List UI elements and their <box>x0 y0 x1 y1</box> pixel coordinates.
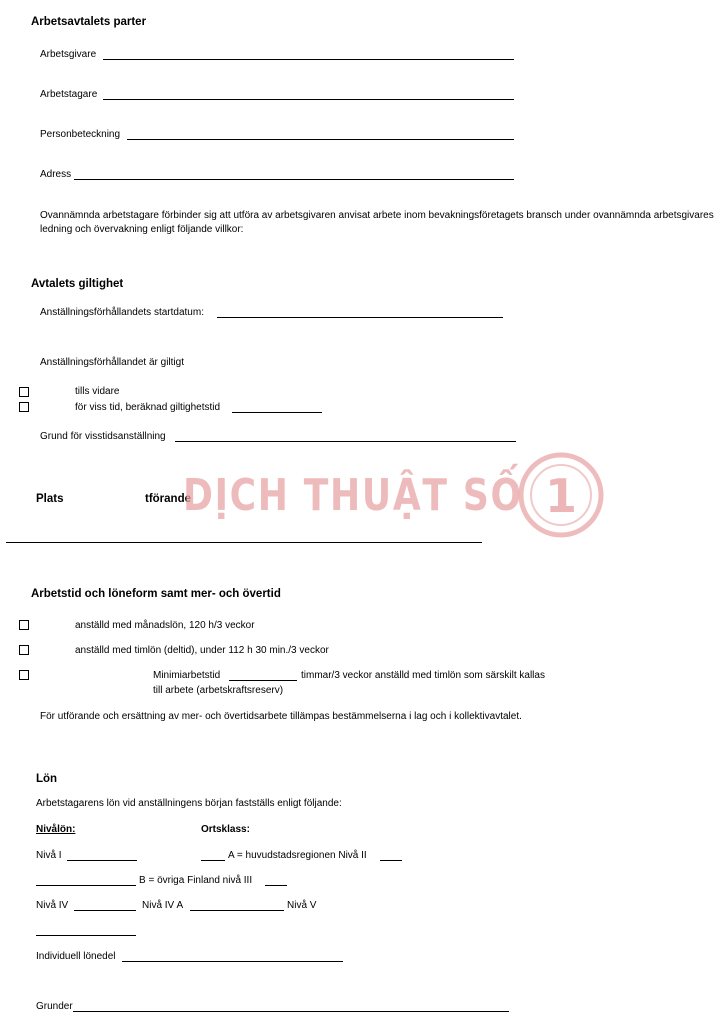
level-4-label: Nivå IV <box>36 900 69 911</box>
option-monthly: anställd med månadslön, 120 h/3 veckor <box>75 620 255 631</box>
field-label-address: Adress <box>40 169 72 180</box>
checkbox-hourly[interactable] <box>19 645 29 655</box>
option-until-further: tills vidare <box>75 386 120 397</box>
level-4a-line[interactable] <box>190 910 284 911</box>
field-label-employee: Arbetstagare <box>40 89 98 100</box>
checkbox-monthly[interactable] <box>19 620 29 630</box>
level-3-line[interactable] <box>265 885 287 886</box>
individual-part-label: Individuell lönedel <box>36 951 116 962</box>
field-line-employee[interactable] <box>103 99 514 100</box>
section-title-salary: Lön <box>36 773 58 785</box>
watermark-logo-digit: 1 <box>544 469 578 523</box>
grounds-label: Grunder <box>36 1001 73 1012</box>
validity-label: Anställningsförhållandet är giltigt <box>40 357 184 368</box>
start-date-label: Anställningsförhållandets startdatum: <box>40 307 204 318</box>
place-label-cont: tförande <box>145 493 191 505</box>
watermark-text: DỊCH THUẬT SỐ <box>183 470 523 521</box>
section-title-validity: Avtalets giltighet <box>31 278 124 290</box>
level-4a-label: Nivå IV A <box>142 900 184 911</box>
zone-a-label: A = huvudstadsregionen Nivå II <box>228 850 367 861</box>
level-1-label: Nivå I <box>36 850 62 861</box>
location-class-heading: Ortsklass: <box>201 824 250 835</box>
section-title-parties: Arbetsavtalets parter <box>31 16 147 28</box>
level-5-label: Nivå V <box>287 900 317 911</box>
field-label-personal-id: Personbeteckning <box>40 129 121 140</box>
level-2-line[interactable] <box>380 860 402 861</box>
level-1-line[interactable] <box>67 860 137 861</box>
option-reserve-text-2: till arbete (arbetskraftsreserv) <box>153 685 284 696</box>
grounds-line[interactable] <box>73 1011 509 1012</box>
intro-paragraph: Ovannämnda arbetstagare förbinder sig att utföra av arbetsgivaren anvisat arbete inom bevakningsföretagets bransch under ovannämnda arbetsgivares ledning och övervakning enligt följande villkor: <box>40 210 714 235</box>
reserve-hours-line[interactable] <box>229 680 297 681</box>
zone-a-line[interactable] <box>201 860 225 861</box>
option-fixed-term: för viss tid, beräknad giltighetstid <box>75 402 221 413</box>
field-line-address[interactable] <box>74 179 514 180</box>
field-line-employer[interactable] <box>103 59 514 60</box>
level-salary-heading: Nivålön: <box>36 824 76 835</box>
salary-intro: Arbetstagarens lön vid anställningens början fastställs enligt följande: <box>36 798 342 809</box>
fixed-term-line[interactable] <box>232 412 322 413</box>
watermark-logo-icon <box>516 450 606 540</box>
zone-b-line[interactable] <box>36 885 136 886</box>
overtime-note: För utförande och ersättning av mer- och övertidsarbete tillämpas bestämmelserna i lag och i kollektivavtalet. <box>40 711 522 722</box>
option-hourly: anställd med timlön (deltid), under 112 h 30 min./3 veckor <box>75 645 329 656</box>
checkbox-until-further[interactable] <box>19 387 29 397</box>
reason-line[interactable] <box>175 441 516 442</box>
level-4-line[interactable] <box>74 910 136 911</box>
individual-part-line[interactable] <box>122 961 343 962</box>
reason-label: Grund för visstidsanställning <box>40 431 166 442</box>
option-reserve-text: timmar/3 veckor anställd med timlön som särskilt kallas <box>301 670 545 681</box>
place-line[interactable] <box>6 542 482 543</box>
start-date-line[interactable] <box>217 317 503 318</box>
field-line-personal-id[interactable] <box>127 139 514 140</box>
field-label-employer: Arbetsgivare <box>40 49 97 60</box>
section-title-working-time: Arbetstid och löneform samt mer- och övertid <box>31 588 281 600</box>
zone-b-label: B = övriga Finland nivå III <box>139 875 253 886</box>
place-label: Plats <box>36 493 64 505</box>
option-reserve-min: Minimiarbetstid <box>153 670 221 681</box>
checkbox-reserve[interactable] <box>19 670 29 680</box>
level-5-line[interactable] <box>36 935 136 936</box>
checkbox-fixed-term[interactable] <box>19 402 29 412</box>
